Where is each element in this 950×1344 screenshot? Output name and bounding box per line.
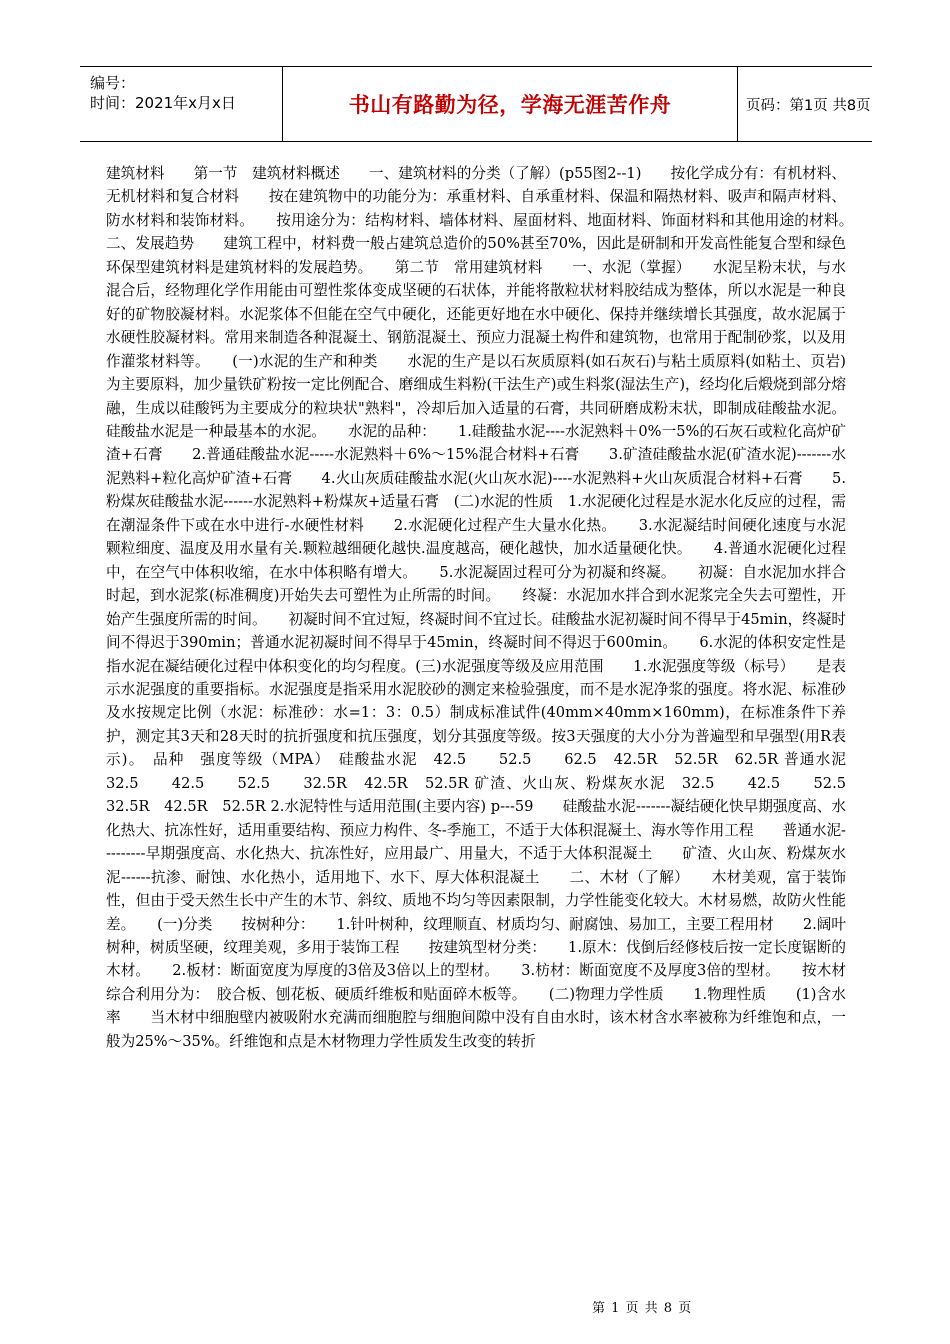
serial-number-label: 编号： <box>90 74 136 92</box>
page-footer: 第 1 页 共 8 页 <box>592 1301 693 1316</box>
motto-text: 书山有路勤为径，学海无涯苦作舟 <box>348 93 672 117</box>
header-meta <box>80 67 283 141</box>
document-body: 建筑材料 第一节 建筑材料概述 一、建筑材料的分类（了解）(p55图2--1) 按化学成分有：有机材料、无机材料和复合材料 按在建筑物中的功能分为：承重材料、自承重材料、保温和隔热材料、吸声和隔声材料、防水材料和装饰材料。 按用途分为：结构材料、墙体材料、屋面材料、地面材料、饰面材料和其他用途的材料。 二、发展趋势 建筑工程中，材料费一般占建筑总造价的50%甚至70%，因此是研制和开发高性能复合型和绿色环保型建筑材料是建筑材料的发展趋势。 第二节 常用建筑材料 一、水泥（掌握） 水泥呈粉末状，与水混合后，经物理化学作用能由可塑性浆体变成坚硬的石状体，并能将散粒状材料胶结成为整体，所以水泥是一种良好的矿物胶凝材料。水泥浆体不但能在空气中硬化，还能更好地在水中硬化、保持并继续增长其强度，故水泥属于水硬性胶凝材料。常用来制造各种混凝土、钢筋混凝土、预应力混凝土构件和建筑物，也常用于配制砂浆，以及用作灌浆材料等。 (一)水泥的生产和种类 水泥的生产是以石灰质原料(如石灰石)与粘土质原料(如粘土、页岩)为主要原料，加少量铁矿粉按一定比例配合、磨细成生料粉(干法生产)或生料浆(湿法生产)，经均化后煅烧到部分熔融，生成以硅酸钙为主要成分的粒块状"熟料"，冷却后加入适量的石膏，共同研磨成粉末状，即制成硅酸盐水泥。硅酸盐水泥是一种最基本的水泥。 水泥的品种： 1.硅酸盐水泥----水泥熟料＋0%一5%的石灰石或粒化高炉矿渣+石膏 2.普通硅酸盐水泥-----水泥熟料＋6%～15%混合材料+石膏 3.矿渣硅酸盐水泥(矿渣水泥)-------水泥熟料+粒化高炉矿渣+石膏 4.火山灰质硅酸盐水泥(火山灰水泥)----水泥熟料+火山灰质混合材料+石膏 5.粉煤灰硅酸盐水泥------水泥熟料+粉煤灰+适量石膏 (二)水泥的性质 1.水泥硬化过程是水泥水化反应的过程，需在潮湿条件下或在水中进行-水硬性材料 2.水泥硬化过程产生大量水化热。 3.水泥凝结时间硬化速度与水泥颗粒细度、温度及用水量有关.颗粒越细硬化越快.温度越高，硬化越快，加水适量硬化快。 4.普通水泥硬化过程中，在空气中体积收缩，在水中体积略有增大。 5.水泥凝固过程可分为初凝和终凝。 初凝：自水泥加水拌合时起，到水泥浆(标准稠度)开始失去可塑性为止所需的时间。 终凝：水泥加水拌合到水泥浆完全失去可塑性，开始产生强度所需的时间。 初凝时间不宜过短，终凝时间不宜过长。硅酸盐水泥初凝时间不得早于45min，终凝时间不得迟于390min；普通水泥初凝时间不得早于45min，终凝时间不得迟于600min。 6.水泥的体积安定性是指水泥在凝结硬化过程中体积变化的均匀程度。(三)水泥强度等级及应用范围 1.水泥强度等级（标号） 是表示水泥强度的重要指标。水泥强度是指采用水泥胶砂的测定来检验强度，而不是水泥净浆的强度。将水泥、标准砂及水按规定比例（水泥：标准砂：水=1：3：0.5）制成标准试件(40mm×40mm×160mm)，在标准条件下养护，测定其3天和28天时的抗折强度和抗压强度，划分其强度等级。按3天强度的大小分为普遍型和早强型(用R表示)。 品种 强度等级（MPA） 硅酸盐水泥 42.5 52.5 62.5 42.5R 52.5R 62.5R 普通水泥 32.5 42.5 52.5 32.5R 42.5R 52.5R 矿渣、火山灰、粉煤灰水泥 32.5 42.5 52.5 32.5R 42.5R 52.5R 2.水泥特性与适用范围(主要内容) p---59 硅酸盐水泥-------凝结硬化快早期强度高、水化热大、抗冻性好，适用重要结构、预应力构件、冬-季施工，不适于大体积混凝土、海水等作用工程 普通水泥---------早期强度高、水化热大、抗冻性好，应用最广、用量大，不适于大体积混凝土 矿渣、火山灰、粉煤灰水泥------抗渗、耐蚀、水化热小，适用地下、水下、厚大体积混凝土 二、木材（了解） 木材美观，富于装饰性，但由于受天然生长中产生的木节、斜纹、质地不均匀等因素限制，力学性能变化较大。木材易燃，故防火性能差。 (一)分类 按树种分： 1.针叶树种，纹理顺直、材质均匀、耐腐蚀、易加工，主要工程用材 2.阔叶树种，树质坚硬，纹理美观，多用于装饰工程 按建筑型材分类： 1.原木：伐倒后经修枝后按一定长度锯断的木材。 2.板材：断面宽度为厚度的3倍及3倍以上的型材。 3.枋材：断面宽度不及厚度3倍的型材。 按木材综合利用分为： 胶合板、刨花板、硬质纤维板和贴面碎木板等。 (二)物理力学性质 1.物理性质 (1)含水率 当木材中细胞壁内被吸附水充满而细胞腔与细胞间隙中没有自由水时，该木材含水率被称为纤维饱和点，一般为25%～35%。纤维饱和点是木材物理力学性质发生改变的转折 <box>106 165 876 1050</box>
date-label: 时间：2021年x月x日 <box>90 94 236 112</box>
header-motto-cell <box>283 67 738 141</box>
page-header <box>80 66 872 142</box>
header-page-info: 页码：第1页 共8页 <box>746 97 871 114</box>
